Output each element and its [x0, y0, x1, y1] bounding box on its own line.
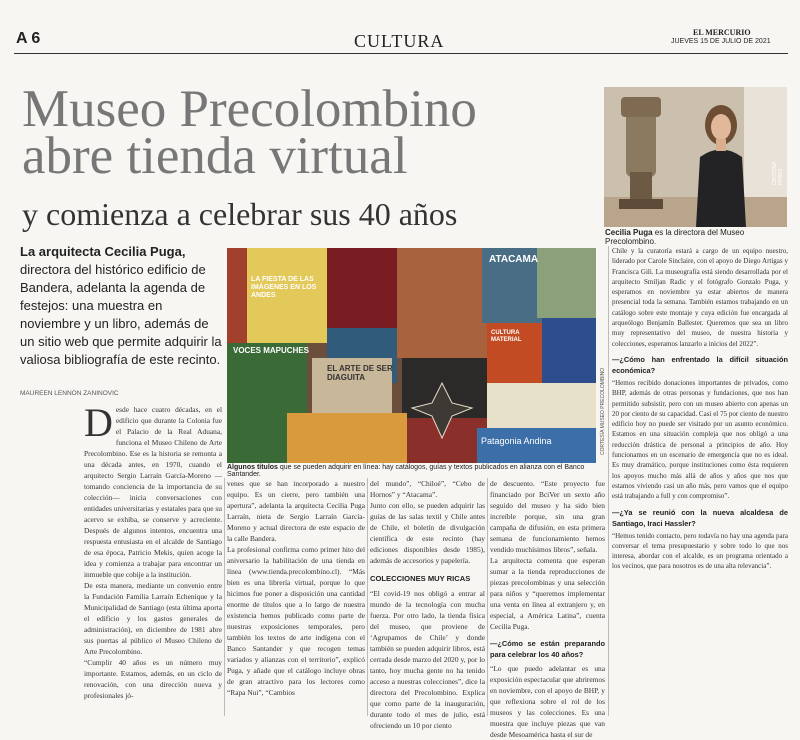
section-title: CULTURA	[354, 31, 445, 51]
column-divider	[487, 478, 488, 716]
headline-line-2: abre tienda virtual	[22, 127, 408, 185]
article-column-3	[370, 478, 485, 730]
books-photo	[227, 248, 596, 463]
column-1-text: esde hace cuatro décadas, en el edificio que durante la Colonia fue el Palacio de la Real Aduana, funciona el Museo Chileno de Arte Precolombino. Ese es la historia se remonta a una década antes, en 1970, cuando el arquitecto Sergio Larraín García-Moreno —tomando conciencia de la importancia de su colección— inicia conversaciones con entidades universitarias y estatales para que su acervo se exhiba, se conserve y acreciente. Después de algunos intentos, encuentra una respuesta entusiasta en el alcalde de Santiago de esa época, Patricio Mekis, quien acoge la idea y comienza a trabajar para encontrar un inmueble que cobije a la institución. De esta manera, mediante un convenio entre la Fundación Familia Larraín Echenique y la Municipalidad de Santiago (esta última aporta el edificio y los gastos generales de administración), en diciembre de 1981 abre sus puertas al público el Museo Chileno de Arte Precolombino. “Cumplir 40 años es un número muy importante. Estamos, además, en un ciclo de renovación, con una dirección nueva y profesionales jó-	[84, 405, 222, 700]
article-column-5	[612, 246, 788, 716]
column-5-text-3: “Hemos tenido contacto, pero todavía no hay una agenda para conversar el tema presupuestario y sobre todo lo que nos interesa, abordar con el alcalde, es un programa orientado a los vecinos, que para nosotros es de una alta relevancia”.	[612, 531, 788, 571]
book-title-fiesta: LA FIESTA DE LAS IMÁGENES EN LOS ANDES	[251, 276, 317, 299]
header-rule	[14, 53, 788, 54]
subhead-bold: MUY RICAS	[425, 574, 471, 583]
portrait-caption	[605, 228, 790, 246]
column-divider	[608, 246, 609, 716]
article-lede	[20, 243, 222, 369]
article-column-2: venes que se han incorporado a nuestro equipo. Es un cierre, pero también una apertura”, adelanta la arquitecta Cecilia Puga Larraín, nieta de Sergio Larraín García-Moreno y actual directora de este espacio de la calle Bandera. La profesional confirma como primer hito del aniversario la habilitación de una tienda en línea (www.tienda.precolombino.cl). “Más bien es una librería virtual, porque lo que hicimos fue poner a disposición una cantidad enorme de títulos que a lo largo de nuestra existencia hemos publicado como parte de nuestras exposiciones temporales, pero también los textos de arte indígena con el Banco Santander y que recogen temas variados y alianzas con el territorio”, explicó Puga, y añade que el catálogo incluye obras de gran atractivo para los lectores como “Rapa Nui”, “Cambios	[227, 479, 365, 697]
photo-caption-text: que se pueden adquirir en línea: hay catálogos, guías y textos publicados en alianza con el Banco Santander.	[227, 464, 585, 478]
book-title-atacama: ATACAMA	[489, 254, 539, 265]
article-column-4	[490, 478, 605, 739]
drop-cap: D	[84, 400, 113, 445]
photo-caption	[227, 464, 596, 478]
article-column-1	[84, 400, 222, 716]
portrait-photo	[604, 87, 787, 227]
column-5-text-2: “Hemos recibido donaciones importantes de privados, como BHP, además de otras personas y fundaciones, que nos han permitido subsistir, pero con un museo abierto con apenas un 20 por ciento de su capacidad. Casi el 75 por ciento de nuestro edificio hoy no puede ser visitado por un asunto económico. Estamos en una situación compleja que nos obligó a una reducción drástica de personal a principios de año. Hoy funcionamos en un escenario de emergencia que no es ideal. Es muy dramático, porque instituciones como ésta requieren los apoyos mucho más allá de años y años que nos que estamos viviendo casi un año más, pero vamos que el equipo está trabajando a full y con compromiso”.	[612, 378, 788, 501]
page-number: A 6	[16, 30, 41, 47]
column-4-text-2: “Lo que puedo adelantar es una exposición espectacular que abriremos en noviembre, con el apoyo de BHP, y que reflexiona sobre el rol de los museos y las colecciones. Es una muestra que incluye piezas que van desde Mesoamérica hasta el sur de	[490, 664, 605, 739]
subhead-small: COLECCIONES	[370, 574, 426, 583]
column-5-text: Chile y la curatoría estará a cargo de un equipo nuestro, liderado por Carole Sinclaire, con el apoyo de Diego Artigas y Francisca Gili. La museografía está siendo desarrollada por el arquitecto Smiljan Radic y el fotógrafo Gonzalo Puga, y esperamos en noviembre ya estar abiertos de manera presencial toda la semana. También estamos trabajando en un catálogo sobre este montaje y cuya edición fue encargada al arqueólogo Benjamín Ballester. Queremos que sea un libro muy representativo del museo, de nuestra historia y colecciones, esperamos lanzarlo a inicios del 2022”.	[612, 247, 788, 348]
book-title-patagonia: Patagonia Andina	[481, 436, 552, 446]
column-3-text: del mundo”, “Chiloé”, “Cebo de Hornos” y “Atacama”. Junto con ello, se pueden adquirir las guías de las salas textil y Chile antes de Chile, el boletín de divulgación científica de este recinto (hay ediciones disponibles desde 1985), además de accesorios y papelería.	[370, 479, 485, 565]
book-title-cultura: CULTURA MATERIAL	[491, 330, 522, 343]
column-3-text-2: “El covid-19 nos obligó a entrar al mundo de la tecnología con mucha fuerza. Por otro lado, la tienda física del museo, que proviene de ‘Agrupamos de Chile’ y donde también se pueden adquirir libros, está cerrada desde marzo del 2020 y, por lo tanto, hoy mucha gente no ha tenido acceso a nuestras colecciones”, dice la directora del Precolombino. Explica que como parte de la inauguración, durante todo el mes de julio, está ofreciendo un 10 por ciento	[370, 589, 485, 730]
photo-caption-bold: Algunos títulos	[227, 464, 278, 471]
column-4-text: de descuento. “Este proyecto fue financiado por BciVer un sexto año seguido del museo y ha sido bien increíble porque, sin una gran campaña de difusión, en esta primera semana de funcionamiento hemos vendido muchísimos libros”, señala. La arquitecta comenta que esperan sumar a la tienda reproducciones de piezas precolombinas y una selección para niños y “queremos implementar una venta en línea al extranjero y, en especial, a América Latina”, cuenta Cecilia Puga.	[490, 479, 605, 631]
lede-bold: La arquitecta Cecilia Puga,	[20, 244, 186, 259]
column-divider	[224, 478, 225, 716]
portrait-caption-text: es la directora del Museo Precolombino.	[605, 228, 745, 246]
headline-line-1: Museo Precolombino	[22, 80, 477, 138]
byline: MAUREEN LENNON ZANINOVIC	[20, 390, 119, 397]
question-alcaldesa: —¿Ya se reunió con la nueva alcaldesa de Santiago, Iraci Hassler?	[612, 507, 788, 528]
headline-line-3: y comienza a celebrar sus 40 años	[22, 196, 458, 232]
book-title-diaguita: EL ARTE DE SER DIAGUITA	[327, 364, 393, 382]
lede-text: directora del histórico edificio de Bandera, adelanta la agenda de festejos: una muestra en noviembre y un libro, además de un sitio web que permite adquirir la valiosa bibliografía de este recinto.	[20, 262, 222, 367]
question-economic: —¿Cómo han enfrentado la difícil situación económica?	[612, 354, 788, 375]
photo-credit: CORTESÍA MUSEO PRECOLOMBINO	[600, 367, 606, 455]
publication-date: JUEVES 15 DE JULIO DE 2021	[671, 38, 771, 45]
portrait-caption-name: Cecilia Puga	[605, 228, 653, 237]
question-celebrate: —¿Cómo se están preparando para celebrar los 40 años?	[490, 639, 605, 659]
book-title-voces: VOCES MAPUCHES	[233, 346, 310, 355]
newspaper-name: EL MERCURIO	[693, 28, 751, 37]
subhead-colecciones	[370, 573, 485, 584]
portrait-credit: CRISTINA PRATS	[772, 161, 784, 185]
column-divider	[367, 478, 368, 716]
